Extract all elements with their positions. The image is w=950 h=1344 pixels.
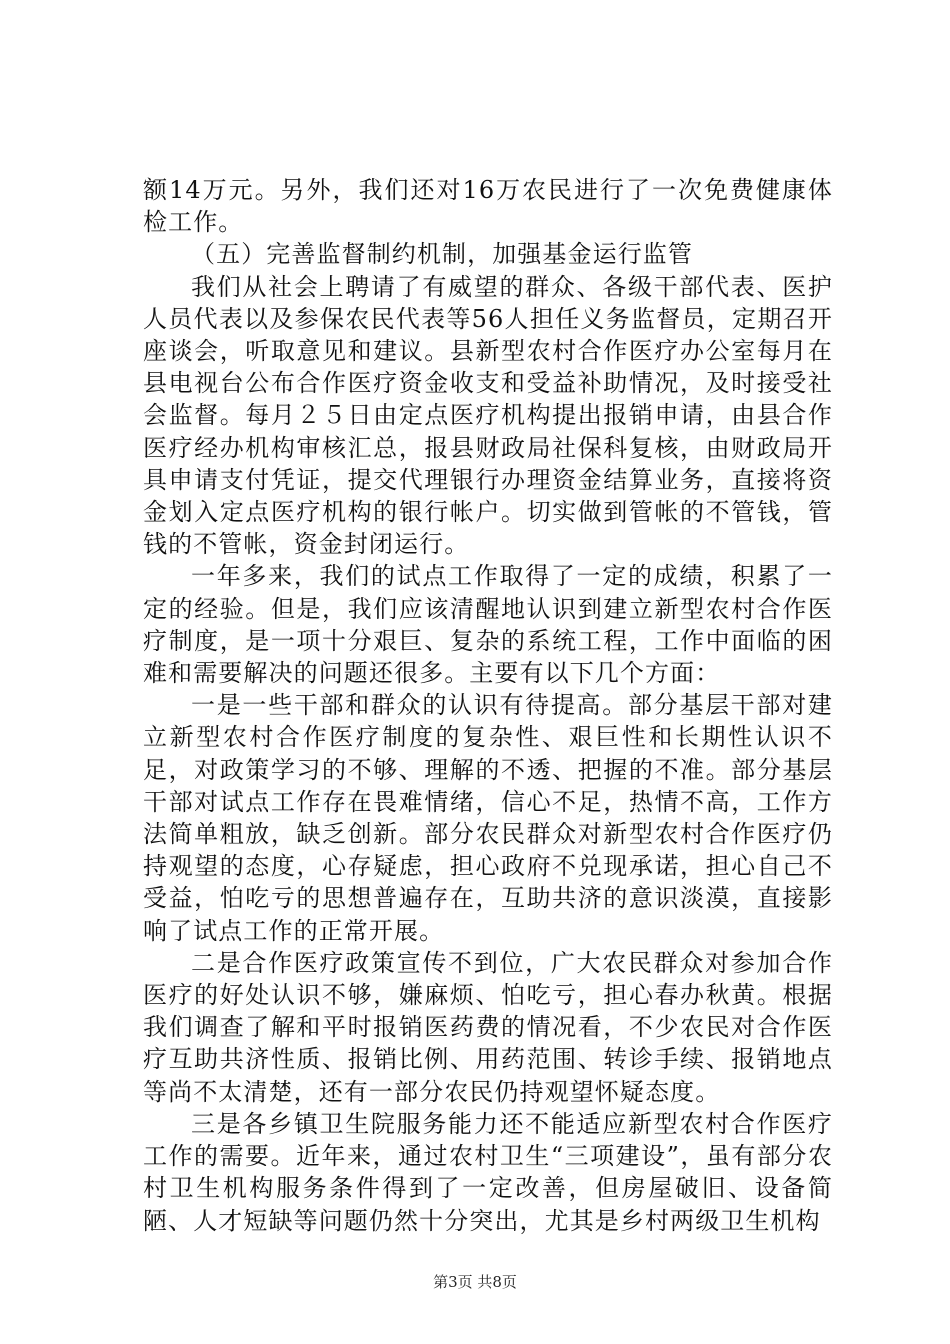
paragraph-3: 我们从社会上聘请了有威望的群众、各级干部代表、医护人员代表以及参保农民代表等56人担任义务监督员，定期召开座谈会，听取意见和建议。县新型农村合作医疗办公室每月在县电视台公布合作医疗资金收支和受益补助情况，及时接受社会监督。每月２５日由定点医疗机构提出报销申请，由县合作医疗经办机构审核汇总，报县财政局社保科复核，由财政局开具申请支付凭证，提交代理银行办理资金结算业务，直接将资金划入定点医疗机构的银行帐户。切实做到管帐的不管钱，管钱的不管帐，资金封闭运行。 (143, 272, 833, 559)
paragraph-5: 一是一些干部和群众的认识有待提高。部分基层干部对建立新型农村合作医疗制度的复杂性、艰巨性和长期性认识不足，对政策学习的不够、理解的不透、把握的不准。部分基层干部对试点工作存在畏难情绪，信心不足，热情不高，工作方法简单粗放，缺乏创新。部分农民群众对新型农村合作医疗仍持观望的态度，心存疑虑，担心政府不兑现承诺，担心自己不受益，怕吃亏的思想普遍存在，互助共济的意识淡漠，直接影响了试点工作的正常开展。 (143, 691, 833, 945)
page-number-footer: 第3页 共8页 (433, 1273, 517, 1291)
document-body (143, 174, 833, 1237)
paragraph-1: 额14万元。另外，我们还对16万农民进行了一次免费健康体检工作。 (143, 176, 833, 237)
paragraph-4: 一年多来，我们的试点工作取得了一定的成绩，积累了一定的经验。但是，我们应该清醒地认识到建立新型农村合作医疗制度，是一项十分艰巨、复杂的系统工程，工作中面临的困难和需要解决的问题还很多。主要有以下几个方面： (143, 562, 833, 688)
paragraph-6: 二是合作医疗政策宣传不到位，广大农民群众对参加合作医疗的好处认识不够，嫌麻烦、怕吃亏，担心春办秋黄。根据我们调查了解和平时报销医药费的情况看，不少农民对合作医疗互助共济性质、报销比例、用药范围、转诊手续、报销地点等尚不太清楚，还有一部分农民仍持观望怀疑态度。 (143, 948, 833, 1106)
section-heading-5: （五）完善监督制约机制，加强基金运行监管 (191, 240, 693, 269)
paragraph-7: 三是各乡镇卫生院服务能力还不能适应新型农村合作医疗工作的需要。近年来，通过农村卫生“三项建设”，虽有部分农村卫生机构服务条件得到了一定改善，但房屋破旧、设备简陋、人才短缺等问题仍然十分突出，尤其是乡村两级卫生机构 (143, 1109, 833, 1235)
